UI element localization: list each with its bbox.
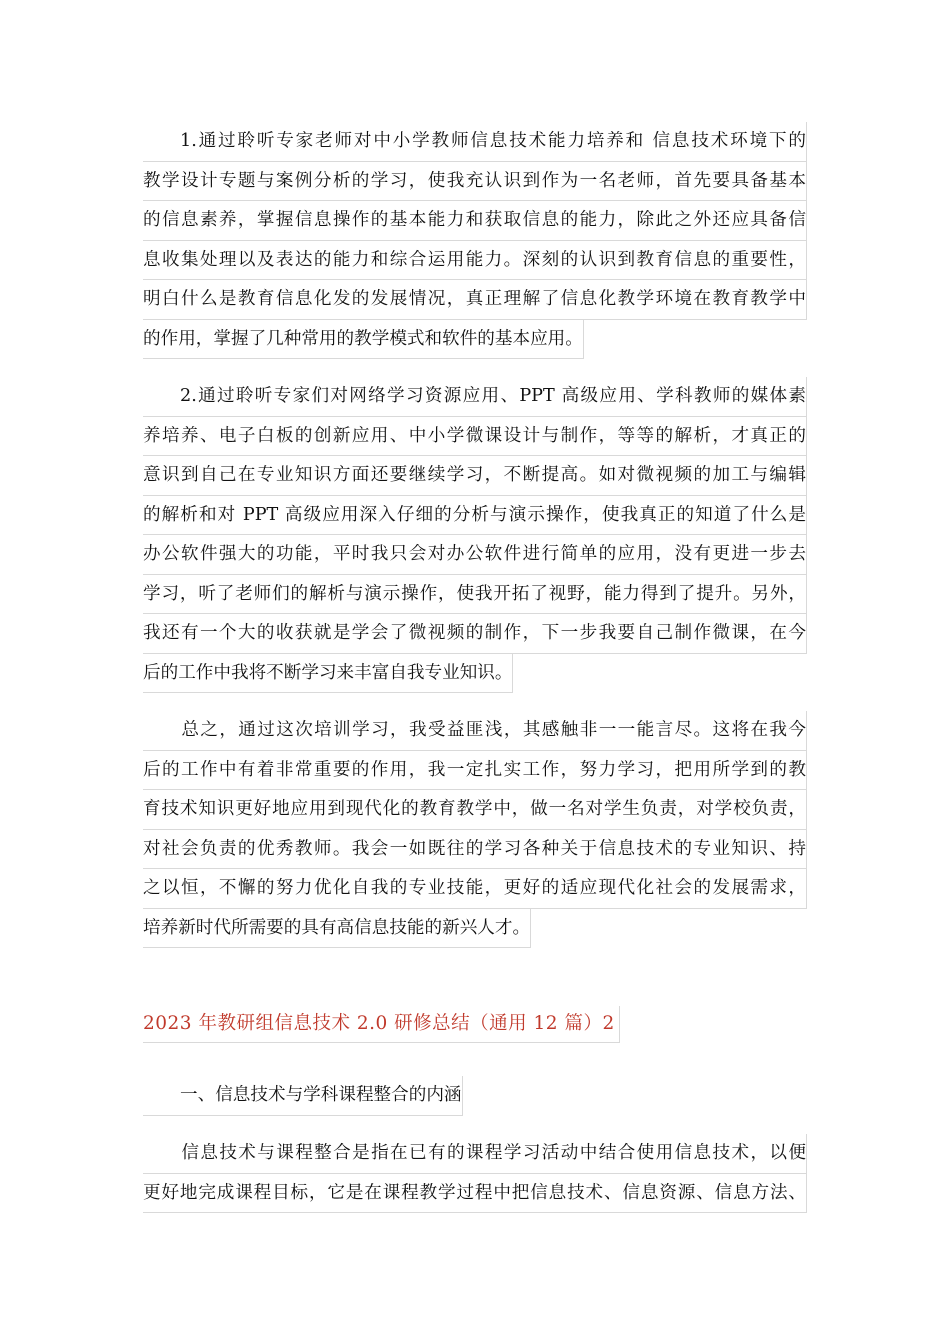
text-line: 育技术知识更好地应用到现代化的教育教学中，做一名对学生负责，对学校负责， [143,790,807,830]
paragraph-3 [143,711,807,952]
text-line: 信息技术与课程整合是指在已有的课程学习活动中结合使用信息技术，以便 [143,1134,807,1174]
text-line: 意识到自己在专业知识方面还要继续学习，不断提高。如对微视频的加工与编辑 [143,456,807,496]
text-line: 1.通过聆听专家老师对中小学教师信息技术能力培养和 信息技术环境下的 [143,122,807,162]
text-line: 培养新时代所需要的具有高信息技能的新兴人才。 [143,909,531,949]
text-line: 我还有一个大的收获就是学会了微视频的制作，下一步我要自己制作微课，在今 [143,614,807,654]
text-line: 的作用，掌握了几种常用的教学模式和软件的基本应用。 [143,320,584,360]
text-line: 的信息素养，掌握信息操作的基本能力和获取信息的能力，除此之外还应具备信 [143,201,807,241]
text-line: 更好地完成课程目标，它是在课程教学过程中把信息技术、信息资源、信息方法、 [143,1174,807,1214]
text-line: 之以恒，不懈的努力优化自我的专业技能，更好的适应现代化社会的发展需求， [143,869,807,909]
paragraph-1 [143,122,807,363]
section-1-title [143,1076,807,1120]
paragraph-2 [143,377,807,697]
text-line: 一、信息技术与学科课程整合的内涵 [143,1076,463,1116]
text-line: 教学设计专题与案例分析的学习，使我充认识到作为一名老师，首先要具备基本 [143,162,807,202]
text-line: 总之，通过这次培训学习，我受益匪浅，其感触非一一能言尽。这将在我今 [143,711,807,751]
text-line: 的解析和对 PPT 高级应用深入仔细的分析与演示操作，使我真正的知道了什么是 [143,496,807,536]
text-line: 息收集处理以及表达的能力和综合运用能力。深刻的认识到教育信息的重要性， [143,241,807,281]
section-heading: 2023 年教研组信息技术 2.0 研修总结（通用 12 篇）2 [143,1006,620,1043]
text-line: 明白什么是教育信息化发的发展情况，真正理解了信息化教学环境在教育教学中 [143,280,807,320]
text-line: 后的工作中我将不断学习来丰富自我专业知识。 [143,654,513,694]
text-line: 学习，听了老师们的解析与演示操作，使我开拓了视野，能力得到了提升。另外， [143,575,807,615]
text-line: 办公软件强大的功能，平时我只会对办公软件进行简单的应用，没有更进一步去 [143,535,807,575]
text-line: 后的工作中有着非常重要的作用，我一定扎实工作，努力学习，把用所学到的教 [143,751,807,791]
paragraph-4 [143,1134,807,1213]
text-line: 养培养、电子白板的创新应用、中小学微课设计与制作，等等的解析，才真正的 [143,417,807,457]
text-line: 2.通过聆听专家们对网络学习资源应用、PPT 高级应用、学科教师的媒体素 [143,377,807,417]
text-line: 对社会负责的优秀教师。我会一如既往的学习各种关于信息技术的专业知识、持 [143,830,807,870]
